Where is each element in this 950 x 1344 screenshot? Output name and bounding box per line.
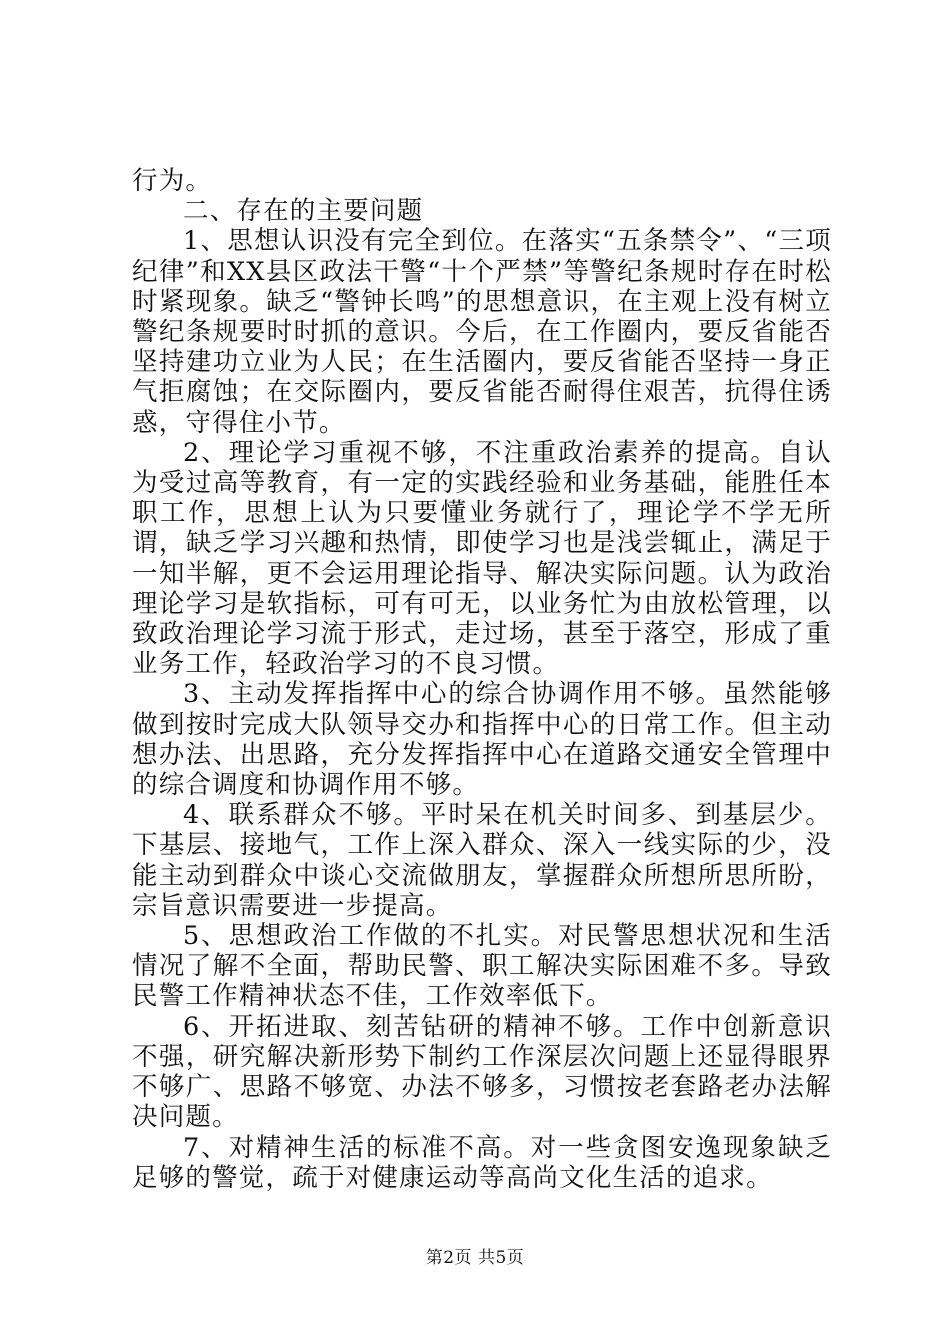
paragraph-item-6: 6、开拓进取、刻苦钻研的精神不够。工作中创新意识不强，研究解决新形势下制约工作深层次问题上还显得眼界不够广、思路不够宽、办法不够多，习惯按老套路老办法解决问题。 <box>132 1011 832 1133</box>
section-heading: 二、存在的主要问题 <box>183 196 424 227</box>
paragraph-item-1: 1、思想认识没有完全到位。在落实“五条禁令”、“三项纪律”和XX县区政法干警“十个严禁”等警纪条规时存在时松时紧现象。缺乏“警钟长鸣”的思想意识，在主观上没有树立警纪条规要时时抓的意识。今后，在工作圈内，要反省能否坚持建功立业为人民；在生活圈内，要反省能否坚持一身正气拒腐蚀；在交际圈内，要反省能否耐得住艰苦，抗得住诱惑，守得住小节。 <box>132 226 832 438</box>
page-number-footer: 第2页 共5页 <box>425 1248 525 1268</box>
document-body <box>132 166 832 1193</box>
paragraph-continuation: 行为。 <box>132 166 213 196</box>
paragraph-item-4: 4、联系群众不够。平时呆在机关时间多、到基层少。下基层、接地气，工作上深入群众、深入一线实际的少，没能主动到群众中谈心交流做朋友，掌握群众所想所思所盼，宗旨意识需要进一步提高。 <box>132 800 832 921</box>
paragraph-item-2: 2、理论学习重视不够，不注重政治素养的提高。自认为受过高等教育，有一定的实践经验和业务基础，能胜任本职工作，思想上认为只要懂业务就行了，理论学不学无所谓，缺乏学习兴趣和热情，即使学习也是浅尝辄止，满足于一知半解，更不会运用理论指导、解决实际问题。认为政治理论学习是软指标，可有可无，以业务忙为由放松管理，以致政治理论学习流于形式，走过场，甚至于落空，形成了重业务工作，轻政治学习的不良习惯。 <box>132 437 832 680</box>
paragraph-item-5: 5、思想政治工作做的不扎实。对民警思想状况和生活情况了解不全面，帮助民警、职工解决实际困难不多。导致民警工作精神状态不佳，工作效率低下。 <box>132 921 832 1012</box>
paragraph-item-7: 7、对精神生活的标准不高。对一些贪图安逸现象缺乏足够的警觉，疏于对健康运动等高尚文化生活的追求。 <box>132 1132 832 1193</box>
paragraph-item-3: 3、主动发挥指挥中心的综合协调作用不够。虽然能够做到按时完成大队领导交办和指挥中心的日常工作。但主动想办法、出思路，充分发挥指挥中心在道路交通安全管理中的综合调度和协调作用不够。 <box>132 679 832 801</box>
